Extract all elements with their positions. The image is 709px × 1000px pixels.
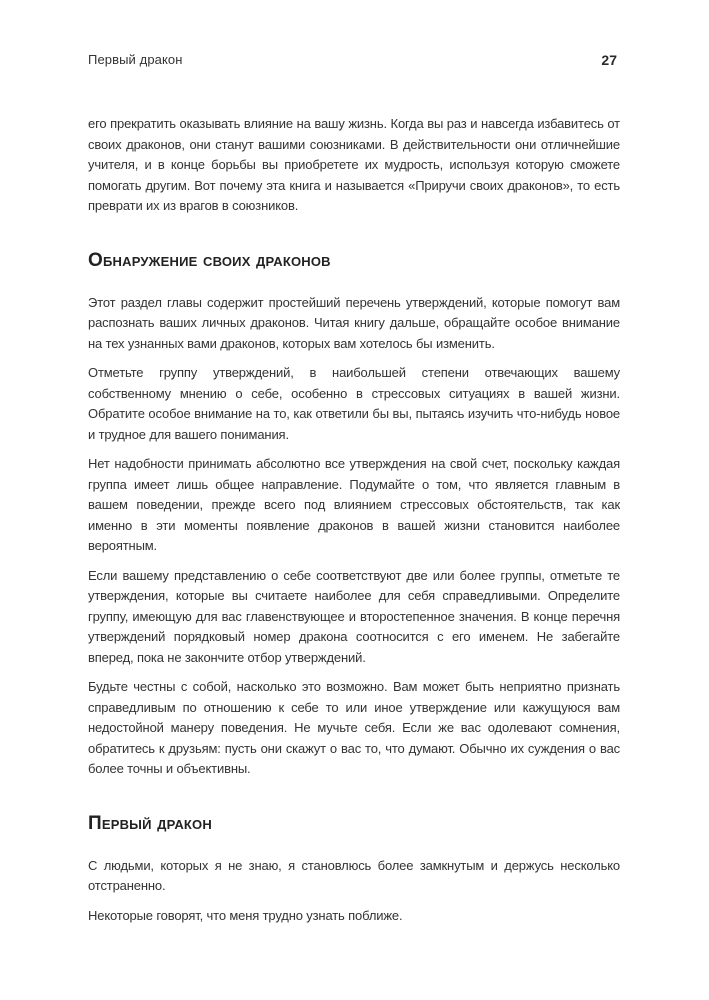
page-content	[88, 114, 620, 935]
paragraph: Этот раздел главы содержит простейший перечень утверждений, которые помогут вам распознать ваших личных драконов. Читая книгу дальше, обращайте особое внимание на тех узнанных вами драконов, которых вам хотелось бы изменить.	[88, 294, 620, 351]
paragraph: Нет надобности принимать абсолютно все утверждения на свой счет, поскольку каждая группа имеет лишь общее направление. Подумайте о том, что является главным в вашем поведении, прежде всего под влиянием стрессовых обстоятельств, так как именно в эти моменты появление драконов в вашей жизни становится наиболее вероятным.	[88, 456, 620, 553]
paragraph: Если вашему представлению о себе соответствуют две или более группы, отметьте те утверждения, которые вы считаете наиболее для себя справедливыми. Определите группу, имеющую для вас главенствующее и второстепенное значения. В конце перечня утверждений порядковый номер дракона соотносится с его именем. Не забегайте вперед, пока не закончите отбор утверждений.	[88, 567, 620, 665]
running-header-title: Первый дракон	[88, 52, 183, 67]
section-heading-discovery: Обнаружение своих драконов	[88, 249, 331, 271]
paragraph: его прекратить оказывать влияние на вашу жизнь. Когда вы раз и навсегда избавитесь от своих драконов, они станут вашими союзниками. В действительности они отличнейшие учителя, и в конце борьбы вы приобретете их мудрость, используя которую сможете помогать другим. Вот почему эта книга и называется «Приручи своих драконов», то есть преврати их из врагов в союзников.	[88, 116, 620, 213]
page-number: 27	[601, 52, 617, 68]
paragraph: Некоторые говорят, что меня трудно узнать поближе.	[88, 907, 403, 923]
paragraph: Будьте честны с собой, насколько это возможно. Вам может быть неприятно признать справедливым по отношению к себе то или иное утверждение или кажущуюся вам недостойной манеру поведения. Не мучьте себя. Если же вас одолевают сомнения, обратитесь к друзьям: пусть они скажут о вас то, что думают. Обычно их суждения о вас более точны и объективны.	[88, 679, 620, 776]
paragraph: С людьми, которых я не знаю, я становлюсь более замкнутым и держусь несколько отстраненно.	[88, 857, 620, 893]
paragraph: Отметьте группу утверждений, в наибольшей степени отвечающих вашему собственному мнению о себе, особенно в стрессовых ситуациях в вашей жизни. Обратите особое внимание на то, как ответили бы вы, пытаясь изучить что-нибудь новое и трудное для вашего понимания.	[88, 365, 620, 442]
section-heading-first-dragon: Первый дракон	[88, 812, 212, 834]
